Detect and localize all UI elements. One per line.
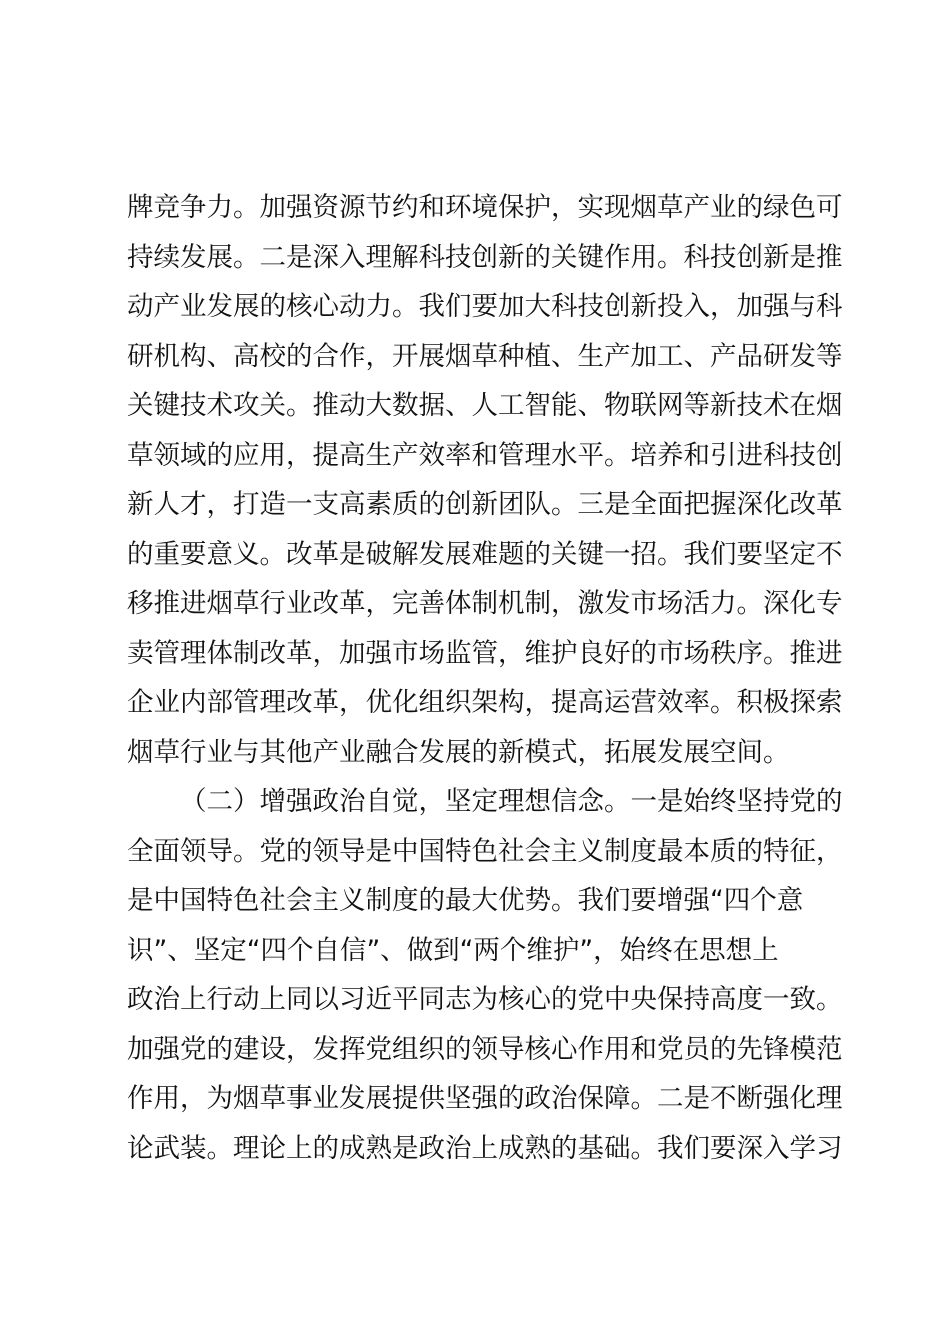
text-line: 研机构、高校的合作，开展烟草种植、生产加工、产品研发等 <box>127 340 843 372</box>
text-line: 动产业发展的核心动力。我们要加大科技创新投入，加强与科 <box>127 291 843 322</box>
text-line: 政治上行动上同以习近平同志为核心的党中央保持高度一致。 <box>127 984 843 1015</box>
text-line: 关键技术攻关。推动大数据、人工智能、物联网等新技术在烟 <box>127 390 843 421</box>
text-line: 烟草行业与其他产业融合发展的新模式，拓展发展空间。 <box>127 736 790 768</box>
text-line: 的重要意义。改革是破解发展难题的关键一招。我们要坚定不 <box>127 538 843 570</box>
text-line: 新人才，打造一支高素质的创新团队。三是全面把握深化改革 <box>127 489 843 520</box>
text-line: 作用，为烟草事业发展提供坚强的政治保障。二是不断强化理 <box>127 1083 843 1114</box>
body-text <box>127 183 843 1173</box>
text-line: 牌竞争力。加强资源节约和环境保护，实现烟草产业的绿色可 <box>127 192 843 223</box>
text-line: 移推进烟草行业改革，完善体制机制，激发市场活力。深化专 <box>127 588 843 619</box>
text-line: 卖管理体制改革，加强市场监管，维护良好的市场秩序。推进 <box>127 637 843 669</box>
section-heading-line: （二）增强政治自觉，坚定理想信念。一是始终坚持党的 <box>180 786 843 817</box>
text-line: 识”、坚定“四个自信”、做到“两个维护”，始终在思想上 <box>127 934 779 966</box>
text-line: 持续发展。二是深入理解科技创新的关键作用。科技创新是推 <box>127 241 843 273</box>
text-line: 草领域的应用，提高生产效率和管理水平。培养和引进科技创 <box>127 439 843 471</box>
text-line: 企业内部管理改革，优化组织架构，提高运营效率。积极探索 <box>127 687 843 718</box>
text-line: 加强党的建设，发挥党组织的领导核心作用和党员的先锋模范 <box>127 1033 843 1065</box>
text-line: 论武装。理论上的成熟是政治上成熟的基础。我们要深入学习 <box>127 1132 843 1164</box>
text-line: 是中国特色社会主义制度的最大优势。我们要增强“四个意 <box>127 885 804 916</box>
text-line: 全面领导。党的领导是中国特色社会主义制度最本质的特征， <box>127 835 843 867</box>
